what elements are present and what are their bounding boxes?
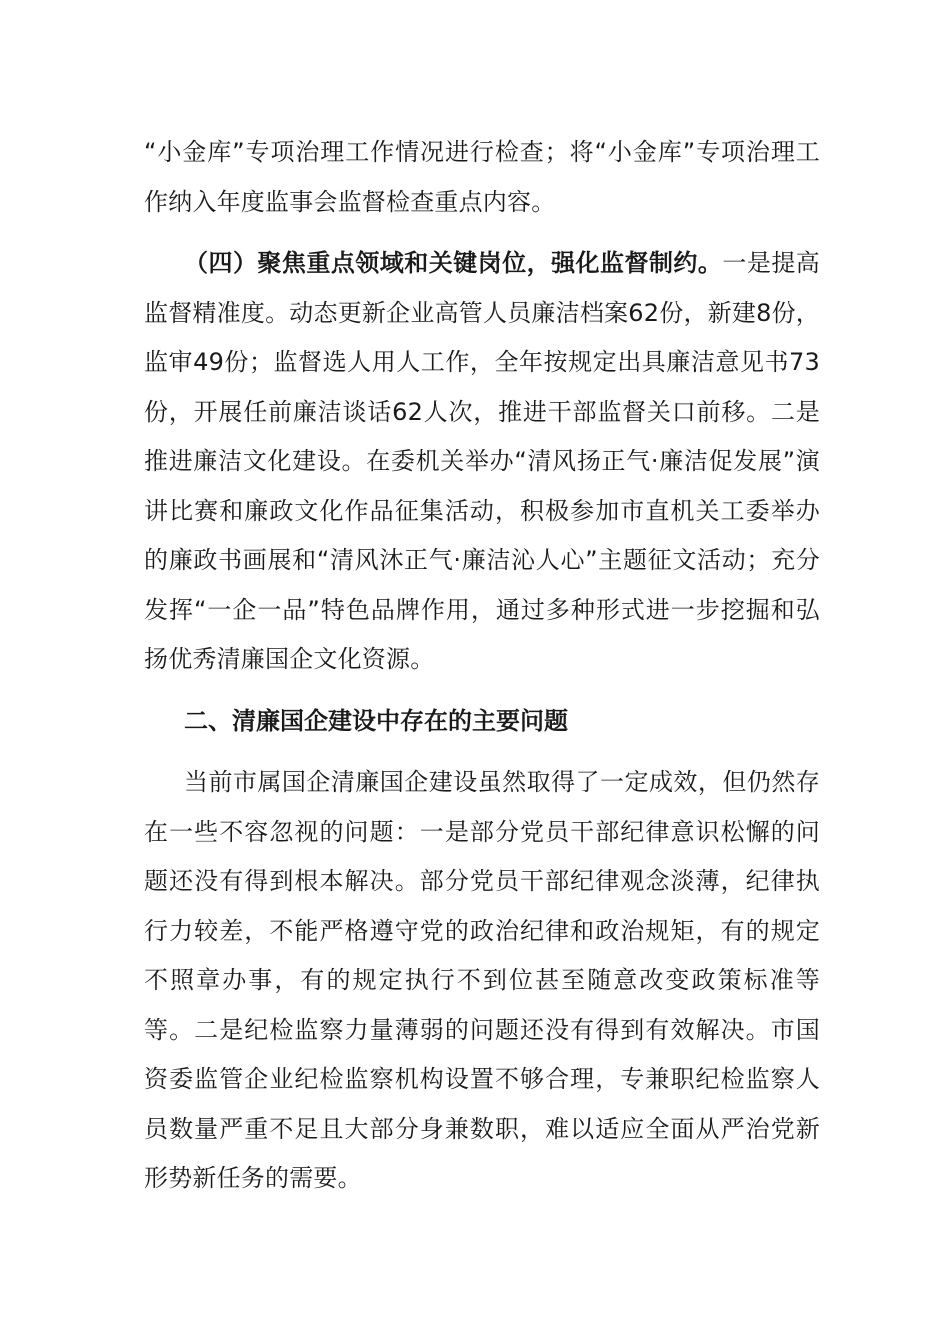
paragraph-problems: 当前市属国企清廉国企建设虽然取得了一定成效，但仍然存在一些不容忽视的问题：一是部分党员干部纪律意识松懈的问题还没有得到根本解决。部分党员干部纪律观念淡薄，纪律执行力较差，不能严格遵守党的政治纪律和政治规矩，有的规定不照章办事，有的规定执行不到位甚至随意改变政策标准等等。二是纪检监察力量薄弱的问题还没有得到有效解决。市国资委监管企业纪检监察机构设置不够合理，专兼职纪检监察人员数量严重不足且大部分身兼数职，难以适应全面从严治党新形势新任务的需要。 <box>144 768 820 1192</box>
section-four-body: 一是提高监督精准度。动态更新企业高管人员廉洁档案62份，新建8份，监审49份；监督选人用人工作，全年按规定出具廉洁意见书73份，开展任前廉洁谈话62人次，推进干部监督关口前移。二是推进廉洁文化建设。在委机关举办“清风扬正气·廉洁促发展”演讲比赛和廉政文化作品征集活动，积极参加市直机关工委举办的廉政书画展和“清风沐正气·廉洁沁人心”主题征文活动；充分发挥“一企一品”特色品牌作用，通过多种形式进一步挖掘和弘扬优秀清廉国企文化资源。 <box>144 249 820 673</box>
paragraph-section-four <box>144 239 820 685</box>
section-heading-two: 二、清廉国企建设中存在的主要问题 <box>184 706 568 735</box>
document-page <box>144 128 820 1204</box>
paragraph-continuation: “小金库”专项治理工作情况进行检查；将“小金库”专项治理工作纳入年度监事会监督检查重点内容。 <box>144 138 820 216</box>
section-four-title: （四）聚焦重点领域和关键岗位，强化监督制约。 <box>184 249 723 277</box>
